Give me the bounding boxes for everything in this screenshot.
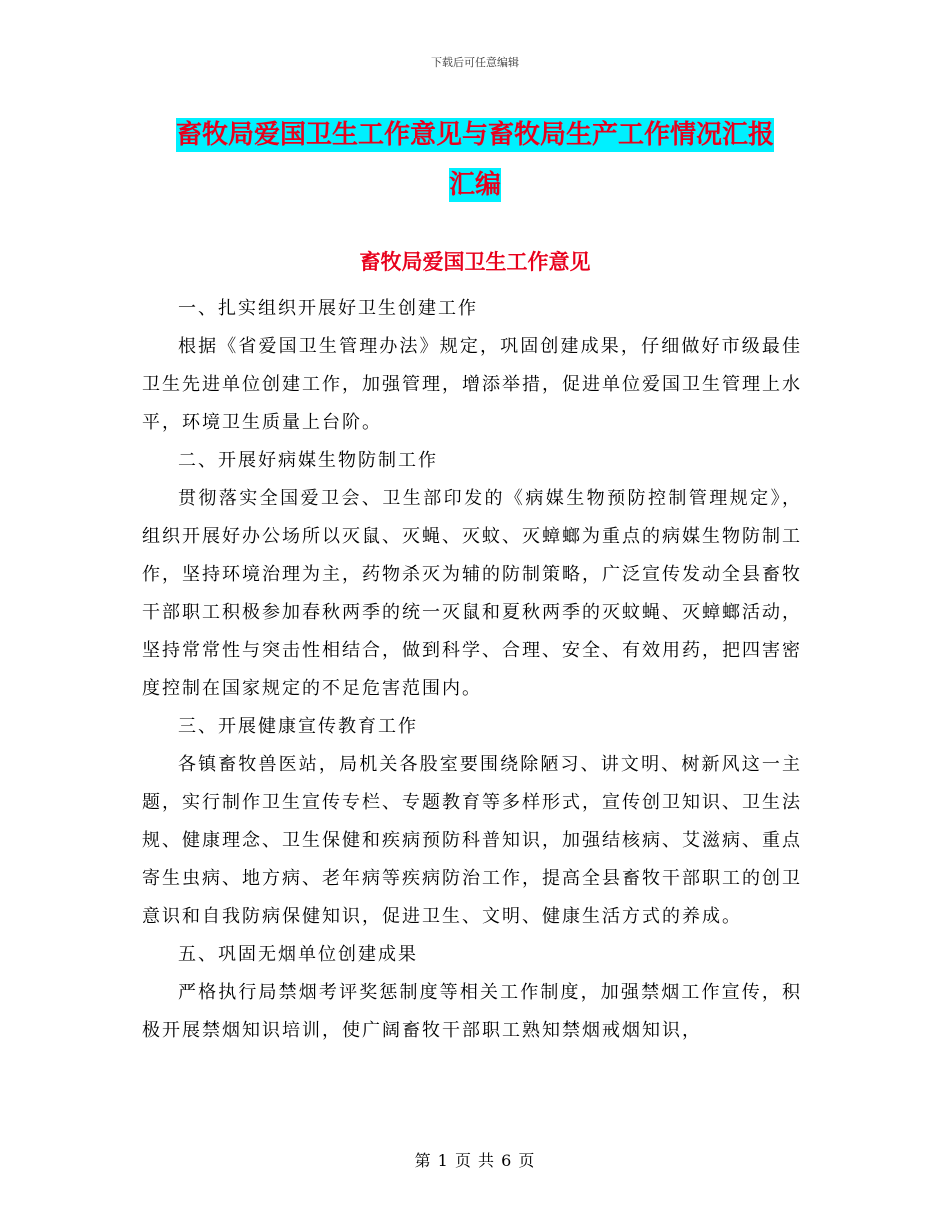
heading-5: 五、巩固无烟单位创建成果 (178, 944, 418, 965)
heading-2: 二、开展好病媒生物防制工作 (178, 450, 438, 471)
header-note: 下载后可任意编辑 (431, 56, 519, 69)
document-title (0, 110, 950, 210)
heading-1: 一、扎实组织开展好卫生创建工作 (178, 298, 478, 319)
heading-3: 三、开展健康宣传教育工作 (178, 716, 418, 737)
body-text (142, 290, 802, 1050)
page-footer: 第 1 页 共 6 页 (414, 1151, 536, 1170)
paragraph-5: 严格执行局禁烟考评奖惩制度等相关工作制度，加强禁烟工作宣传，积极开展禁烟知识培训，使广阔畜牧干部职工熟知禁烟戒烟知识， (142, 982, 802, 1041)
paragraph-3: 各镇畜牧兽医站，局机关各股室要围绕除陋习、讲文明、树新风这一主题，实行制作卫生宣传专栏、专题教育等多样形式，宣传创卫知识、卫生法规、健康理念、卫生保健和疾病预防科普知识，加强结核病、艾滋病、重点寄生虫病、地方病、老年病等疾病防治工作，提高全县畜牧干部职工的创卫意识和自我防病保健知识，促进卫生、文明、健康生活方式的养成。 (142, 754, 802, 927)
document-title-line1: 畜牧局爱国卫生工作意见与畜牧局生产工作情况汇报 (175, 120, 774, 150)
paragraph-1: 根据《省爱国卫生管理办法》规定，巩固创建成果，仔细做好市级最佳卫生先进单位创建工作，加强管理，增添举措，促进单位爱国卫生管理上水平，环境卫生质量上台阶。 (142, 336, 802, 433)
document-title-line2: 汇编 (448, 170, 501, 200)
section-title: 畜牧局爱国卫生工作意见 (359, 250, 591, 274)
paragraph-2: 贯彻落实全国爱卫会、卫生部印发的《病媒生物预防控制管理规定》，组织开展好办公场所以灭鼠、灭蝇、灭蚊、灭蟑螂为重点的病媒生物防制工作，坚持环境治理为主，药物杀灭为辅的防制策略，广泛宣传发动全县畜牧干部职工积极参加春秋两季的统一灭鼠和夏秋两季的灭蚊蝇、灭蟑螂活动，坚持常常性与突击性相结合，做到科学、合理、安全、有效用药，把四害密度控制在国家规定的不足危害范围内。 (142, 488, 802, 699)
